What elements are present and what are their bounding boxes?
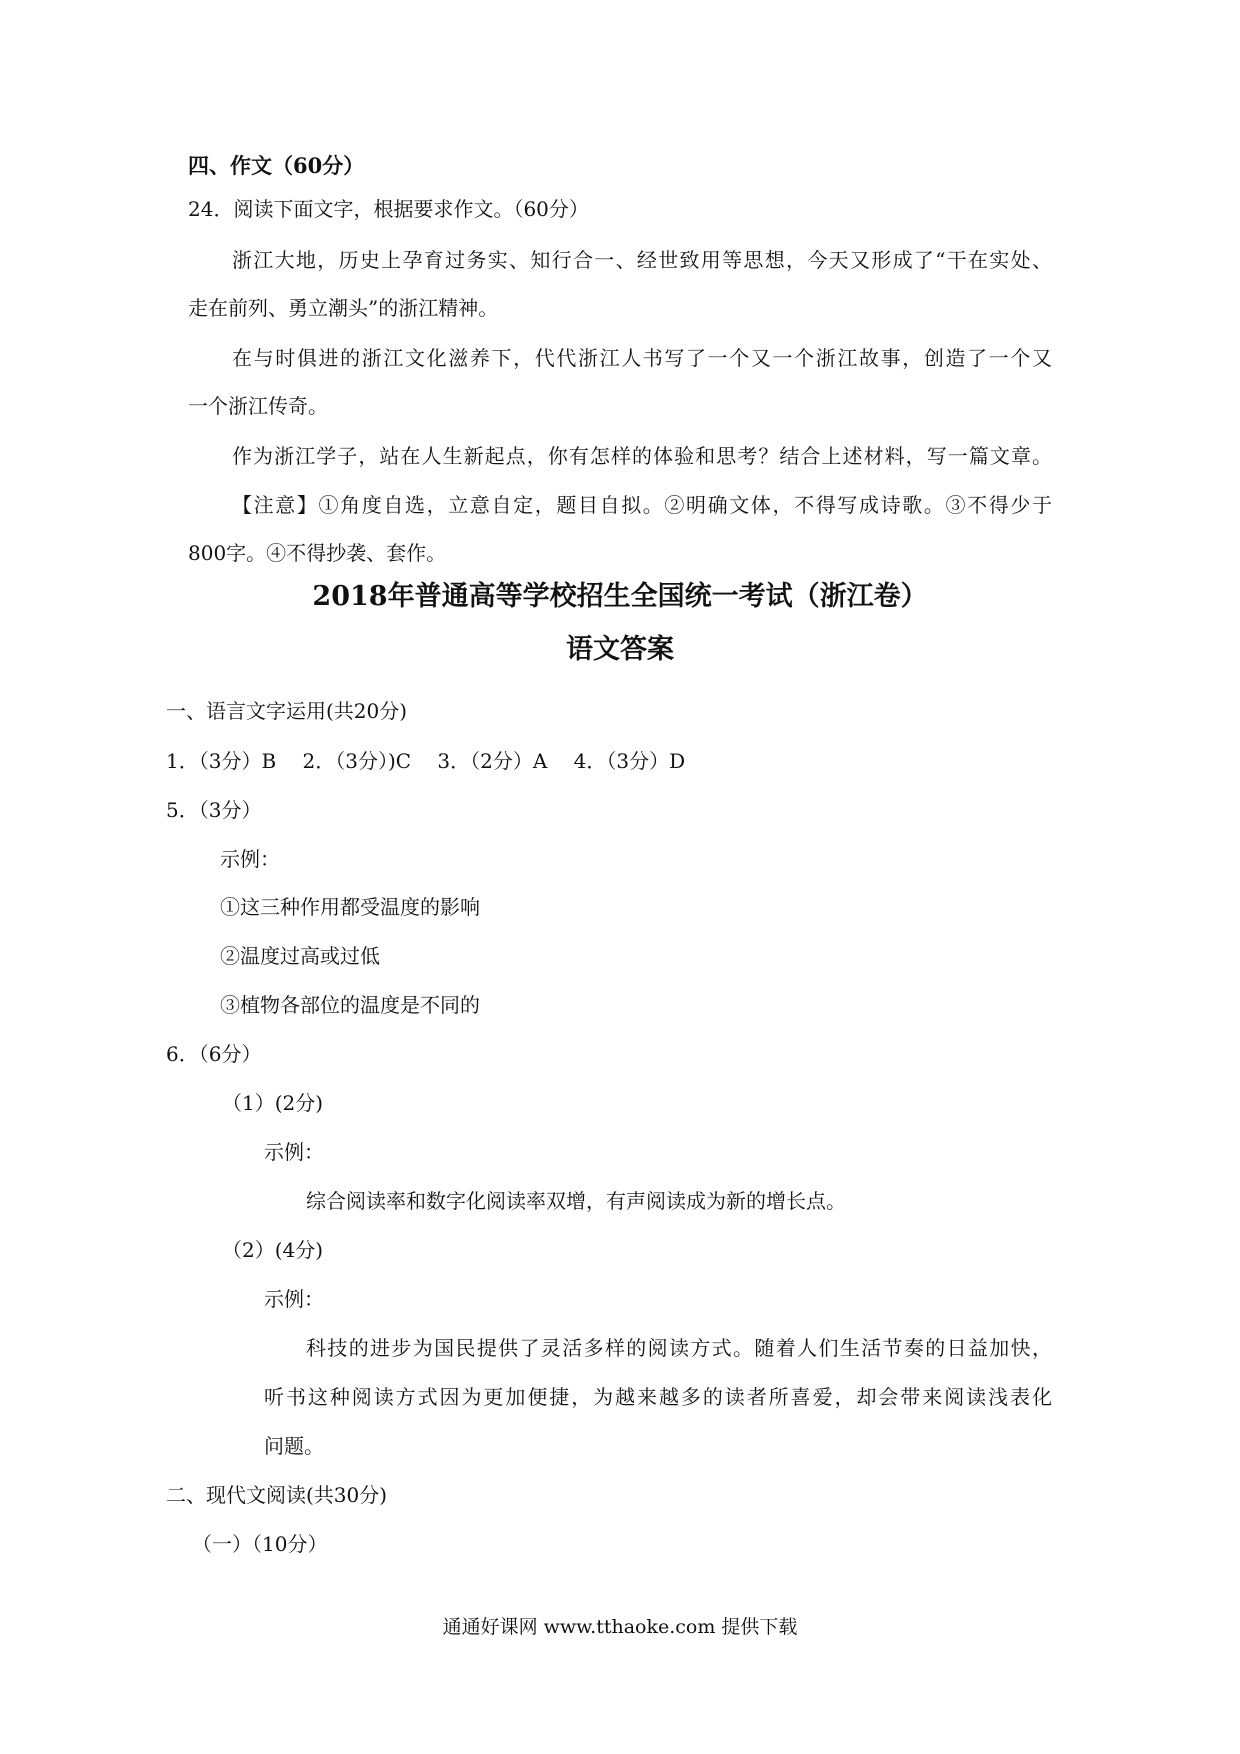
material-paragraph-2-line-2: 一个浙江传奇。 (188, 394, 328, 418)
answer-q6-sub-2-example-label: 示例： (264, 1287, 324, 1311)
material-paragraph-1-line-1: 浙江大地，历史上孕育过务实、知行合一、经世致用等思想，今天又形成了“干在实处、 (232, 248, 1052, 272)
answer-q5-item-1: ①这三种作用都受温度的影响 (220, 895, 480, 919)
question-24: 24．阅读下面文字，根据要求作文。（60分） (188, 197, 589, 221)
material-paragraph-3: 作为浙江学子，站在人生新起点，你有怎样的体验和思考？结合上述材料，写一篇文章。 (232, 444, 1052, 468)
answer-q6-sub-1-text: 综合阅读率和数字化阅读率双增，有声阅读成为新的增长点。 (306, 1189, 846, 1213)
answer-q6-sub-2-text-line-2: 听书这种阅读方式因为更加便捷，为越来越多的读者所喜爱，却会带来阅读浅表化 (264, 1385, 1052, 1409)
material-paragraph-1-line-2: 走在前列、勇立潮头”的浙江精神。 (188, 296, 499, 320)
answer-q5-item-3: ③植物各部位的温度是不同的 (220, 993, 480, 1017)
answer-q6-sub-1: （1）(2分) (222, 1091, 324, 1115)
answer-q6-sub-2-text-line-1: 科技的进步为国民提供了灵活多样的阅读方式。随着人们生活节奏的日益加快， (306, 1336, 1052, 1360)
answer-q5-item-2: ②温度过高或过低 (220, 944, 380, 968)
answer-q6-sub-1-example-label: 示例： (264, 1140, 324, 1164)
notice-line-1: 【注意】①角度自选，立意自定，题目自拟。②明确文体，不得写成诗歌。③不得少于 (232, 493, 1052, 517)
part2-heading: 二、现代文阅读(共30分) (166, 1483, 388, 1507)
material-paragraph-2-line-1: 在与时俱进的浙江文化滋养下，代代浙江人书写了一个又一个浙江故事，创造了一个又 (232, 346, 1052, 370)
part2-sub-1: （一）（10分） (192, 1532, 328, 1556)
answer-q6: 6．（6分） (166, 1042, 262, 1066)
answer-title: 2018年普通高等学校招生全国统一考试（浙江卷） (312, 581, 928, 612)
answer-q5-example-label: 示例： (220, 847, 280, 871)
answer-q6-sub-2: （2）(4分) (222, 1238, 324, 1262)
answers-q1-to-q4: 1．（3分）B 2．（3分）)C 3．（2分）A 4．（3分）D (166, 749, 686, 773)
answer-q6-sub-2-text-line-3: 问题。 (264, 1434, 324, 1458)
part1-heading: 一、语言文字运用(共20分) (166, 699, 408, 723)
section-heading-composition: 四、作文（60分） (188, 153, 365, 178)
notice-line-2: 800字。④不得抄袭、套作。 (188, 541, 447, 565)
footer-source-text: 通通好课网 www.tthaoke.com 提供下载 (442, 1616, 798, 1638)
answer-subtitle: 语文答案 (566, 634, 674, 665)
answer-q5: 5．（3分） (166, 798, 262, 822)
